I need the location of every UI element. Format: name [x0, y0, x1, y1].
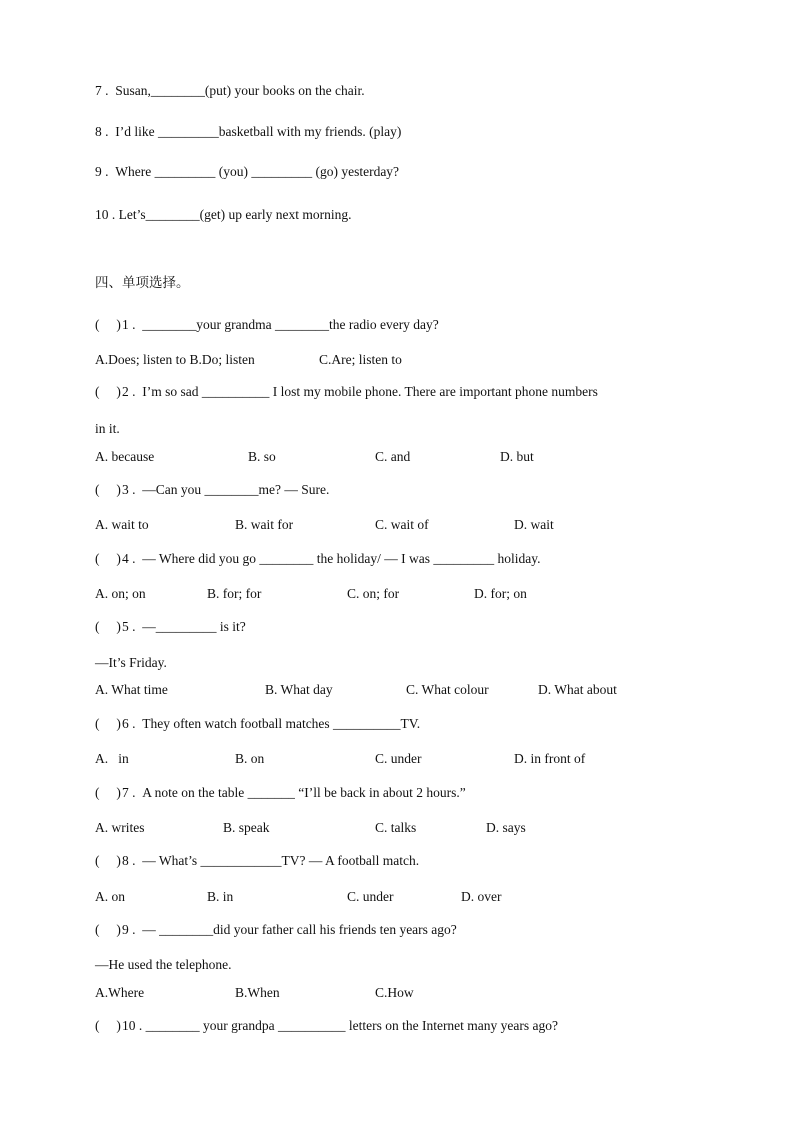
question-text: 10 . ________ your grandpa __________ letters on the Internet many years ago? [122, 1018, 559, 1033]
option-a: A. on [95, 889, 125, 904]
question-2-stem [95, 383, 598, 401]
option-a: A. wait to [95, 517, 149, 532]
question-9-reply: —He used the telephone. [95, 957, 232, 972]
question-5-stem [95, 618, 246, 636]
answer-paren: ( ) [95, 1018, 121, 1033]
option-a: A. on; on [95, 586, 146, 601]
option-c: C. wait of [375, 517, 429, 532]
option-c: C. and [375, 449, 411, 464]
question-7-stem [95, 784, 466, 802]
option-d: D. What about [538, 682, 617, 697]
option-b: B. for; for [207, 586, 262, 601]
question-1-stem [95, 316, 439, 334]
option-c: C. What colour [406, 682, 489, 697]
option-b: B.When [235, 985, 280, 1000]
option-c: C.How [375, 985, 414, 1000]
option-a: A.Where [95, 985, 145, 1000]
question-9-stem [95, 921, 457, 939]
option-a-b: A.Does; listen to B.Do; listen [95, 352, 255, 367]
answer-paren: ( ) [95, 785, 121, 800]
option-b: B. so [248, 449, 276, 464]
question-text: 8 . — What’s ____________TV? — A football match. [122, 853, 420, 868]
answer-paren: ( ) [95, 619, 121, 634]
option-b: B. on [235, 751, 265, 766]
option-c: C.Are; listen to [319, 352, 402, 367]
fill-in-item-7: 7 . Susan,________(put) your books on the chair. [95, 83, 365, 98]
option-a: A. because [95, 449, 155, 464]
answer-paren: ( ) [95, 317, 121, 332]
option-b: B. What day [265, 682, 333, 697]
option-b: B. in [207, 889, 234, 904]
option-d: D. but [500, 449, 534, 464]
option-d: D. wait [514, 517, 554, 532]
option-d: D. in front of [514, 751, 586, 766]
answer-paren: ( ) [95, 482, 121, 497]
fill-in-item-9: 9 . Where _________ (you) _________ (go) yesterday? [95, 164, 400, 179]
option-d: D. for; on [474, 586, 527, 601]
fill-in-item-10: 10 . Let’s________(get) up early next morning. [95, 207, 352, 222]
question-4-stem [95, 550, 540, 568]
question-3-stem [95, 481, 329, 499]
question-text: 3 . —Can you ________me? — Sure. [122, 482, 330, 497]
question-text: 1 . ________your grandma ________the radio every day? [122, 317, 439, 332]
question-text: 5 . —_________ is it? [122, 619, 246, 634]
question-text: 6 . They often watch football matches __________TV. [122, 716, 421, 731]
question-6-stem [95, 715, 420, 733]
option-c: C. under [347, 889, 394, 904]
option-d: D. says [486, 820, 526, 835]
option-a: A. writes [95, 820, 145, 835]
question-text: 2 . I’m so sad __________ I lost my mobile phone. There are important phone numbers [122, 384, 598, 399]
answer-paren: ( ) [95, 922, 121, 937]
question-2-continuation: in it. [95, 421, 120, 436]
question-5-reply: —It’s Friday. [95, 655, 167, 670]
answer-paren: ( ) [95, 551, 121, 566]
option-a: A. in [95, 751, 129, 766]
question-10-stem [95, 1017, 558, 1035]
answer-paren: ( ) [95, 384, 121, 399]
answer-paren: ( ) [95, 716, 121, 731]
question-text: 9 . — ________did your father call his friends ten years ago? [122, 922, 457, 937]
option-a: A. What time [95, 682, 168, 697]
option-c: C. under [375, 751, 422, 766]
option-b: B. speak [223, 820, 270, 835]
section-title: 四、单项选择。 [95, 275, 190, 291]
option-d: D. over [461, 889, 502, 904]
option-c: C. talks [375, 820, 417, 835]
question-text: 7 . A note on the table _______ “I’ll be back in about 2 hours.” [122, 785, 466, 800]
answer-paren: ( ) [95, 853, 121, 868]
question-8-stem [95, 852, 419, 870]
option-c: C. on; for [347, 586, 400, 601]
fill-in-item-8: 8 . I’d like _________basketball with my friends. (play) [95, 124, 402, 139]
option-b: B. wait for [235, 517, 294, 532]
question-text: 4 . — Where did you go ________ the holiday/ — I was _________ holiday. [122, 551, 541, 566]
